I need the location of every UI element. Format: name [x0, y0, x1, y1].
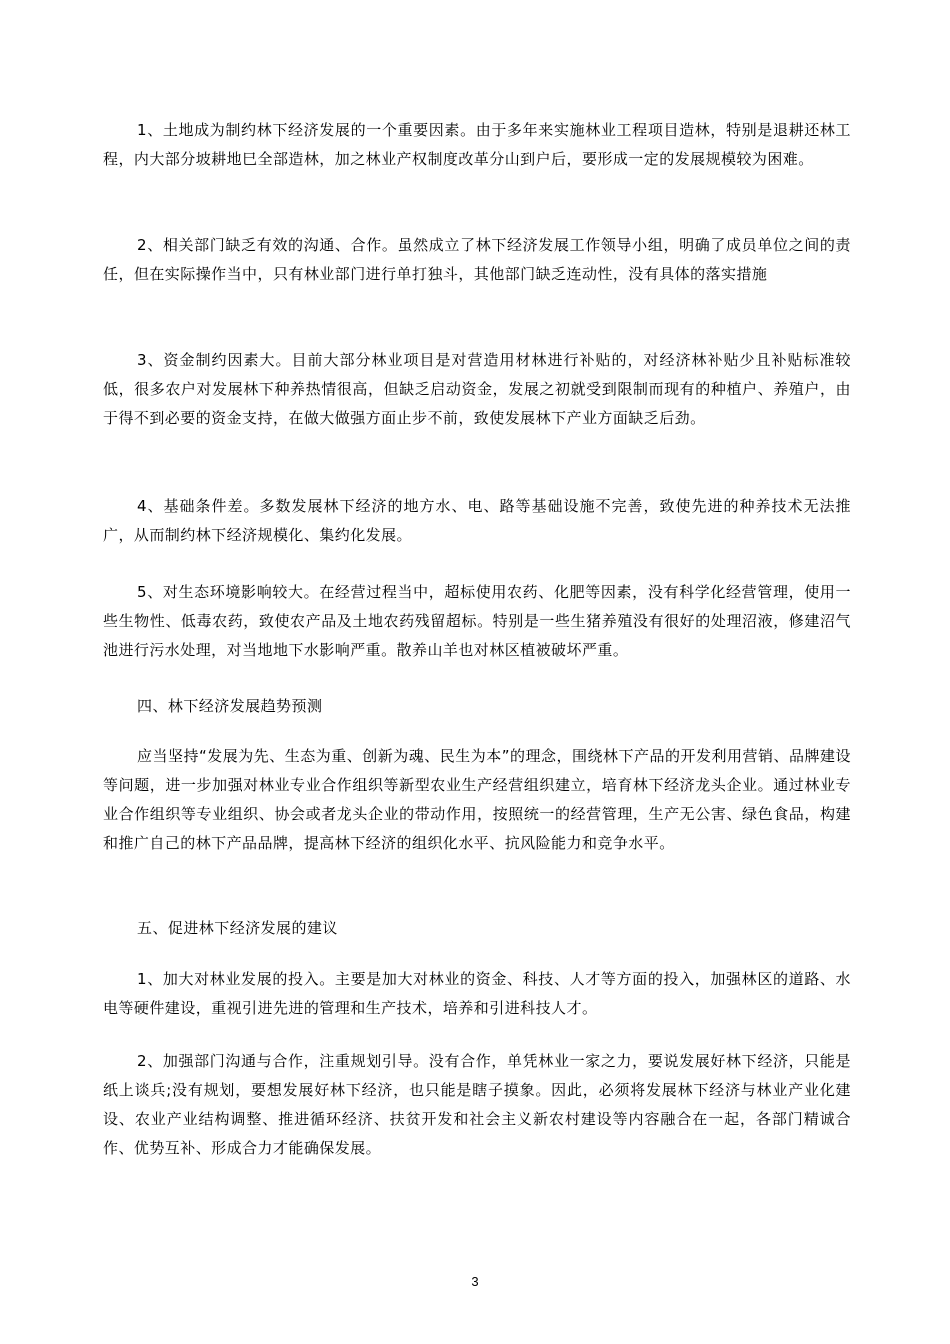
section-heading-trend-forecast: 四、林下经济发展趋势预测: [137, 697, 323, 715]
paragraph-department-cooperation: 2、相关部门缺乏有效的沟通、合作。虽然成立了林下经济发展工作领导小组，明确了成员单位之间的责任，但在实际操作当中，只有林业部门进行单打独斗，其他部门缺乏连动性，没有具体的落实措施: [103, 236, 851, 283]
paragraph-land-constraint: 1、土地成为制约林下经济发展的一个重要因素。由于多年来实施林业工程项目造林，特别是退耕还林工程，内大部分坡耕地巳全部造林，加之林业产权制度改革分山到户后，要形成一定的发展规模较为困难。: [103, 121, 851, 168]
page-number: 3: [471, 1274, 479, 1289]
paragraph-strengthen-cooperation: 2、加强部门沟通与合作，注重规划引导。没有合作，单凭林业一家之力，要说发展好林下经济，只能是纸上谈兵;没有规划，要想发展好林下经济，也只能是瞎子摸象。因此，必须将发展林下经济与林业产业化建设、农业产业结构调整、推进循环经济、扶贫开发和社会主义新农村建设等内容融合在一起，各部门精诚合作、优势互补、形成合力才能确保发展。: [103, 1052, 851, 1157]
section-heading-suggestions: 五、促进林下经济发展的建议: [137, 919, 338, 937]
paragraph-increase-investment: 1、加大对林业发展的投入。主要是加大对林业的资金、科技、人才等方面的投入，加强林区的道路、水电等硬件建设，重视引进先进的管理和生产技术，培养和引进科技人才。: [103, 970, 851, 1017]
paragraph-trend-forecast: 应当坚持“发展为先、生态为重、创新为魂、民生为本”的理念，围绕林下产品的开发利用营销、品牌建设等问题，进一步加强对林业专业合作组织等新型农业生产经营组织建立，培育林下经济龙头企业。通过林业专业合作组织等专业组织、协会或者龙头企业的带动作用，按照统一的经营管理，生产无公害、绿色食品，构建和推广自己的林下产品品牌，提高林下经济的组织化水平、抗风险能力和竞争水平。: [103, 747, 851, 852]
paragraph-funding-constraint: 3、资金制约因素大。目前大部分林业项目是对营造用材林进行补贴的，对经济林补贴少且补贴标准较低，很多农户对发展林下种养热情很高，但缺乏启动资金，发展之初就受到限制而现有的种植户、养殖户，由于得不到必要的资金支持，在做大做强方面止步不前，致使发展林下产业方面缺乏后劲。: [103, 351, 851, 427]
paragraph-ecological-impact: 5、对生态环境影响较大。在经营过程当中，超标使用农药、化肥等因素，没有科学化经营管理，使用一些生物性、低毒农药，致使农产品及土地农药残留超标。特别是一些生猪养殖没有很好的处理沼液，修建沼气池进行污水处理，对当地地下水影响严重。散养山羊也对林区植被破坏严重。: [103, 583, 851, 659]
paragraph-infrastructure: 4、基础条件差。多数发展林下经济的地方水、电、路等基础设施不完善，致使先进的种养技术无法推广，从而制约林下经济规模化、集约化发展。: [103, 497, 851, 544]
